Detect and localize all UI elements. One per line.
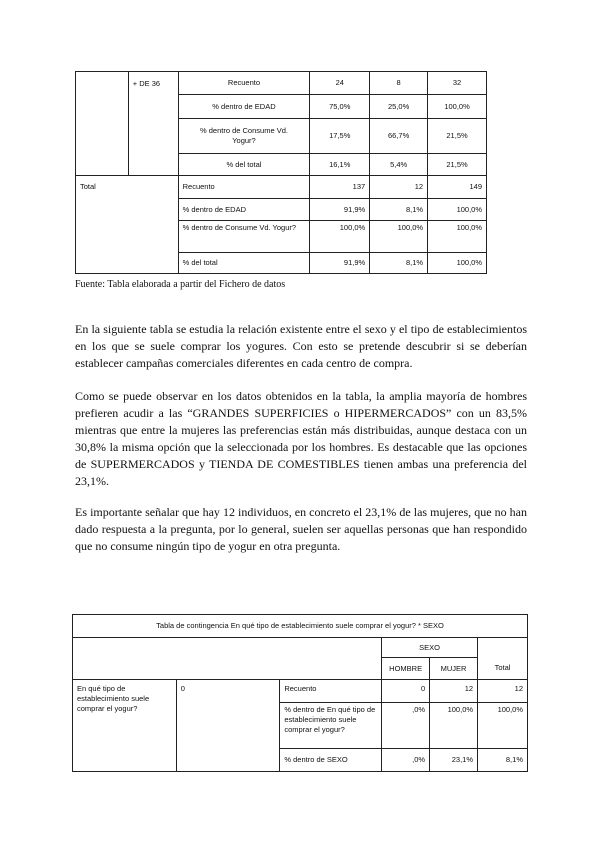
cell-value: 12 [478, 680, 528, 703]
table-header-row [73, 638, 528, 658]
age-group-label: + DE 36 [128, 72, 178, 176]
cell-value: 21,5% [428, 119, 487, 154]
table-row [73, 680, 528, 703]
paragraph-note: Es importante señalar que hay 12 individuos, en concreto el 23,1% de las mujeres, que no han dado respuesta a la pregunta, por lo general, suelen ser aquellas personas que han respondido que no consume ningún tipo de yogur en otra pregunta. [75, 505, 527, 553]
cell-value: 100,0% [428, 199, 487, 221]
cell-value: 25,0% [370, 95, 428, 119]
row-label: Recuento [178, 176, 310, 199]
cell-value: ,0% [382, 703, 430, 749]
row-label: % dentro de SEXO [280, 749, 382, 772]
paragraph-analysis: Como se puede observar en los datos obtenidos en la tabla, la amplia mayoría de hombres prefieren acudir a las “GRANDES SUPERFICIES o HIPERMERCADOS” con un 83,5% mientras que entre la mujeres las preferencias están más distribuidas, aunque destaca con un 30,8% la misma opción que la seleccionada por los hombres. Es destacable que las opciones de SUPERMERCADOS y TIENDA DE COMESTIBLES tienen ambas una preferencia del 23,1%. [75, 389, 527, 488]
cell-value: 8,1% [478, 749, 528, 772]
cell-value: 100,0% [430, 703, 478, 749]
cell-value: 8,1% [370, 253, 428, 274]
paragraph-intro: En la siguiente tabla se estudia la relación existente entre el sexo y el tipo de establecimientos en los que se suele comprar los yogures. Con esto se pretende descubrir si se deberían establecer campañas comerciales diferentes en cada centro de compra. [75, 322, 527, 370]
total-header: Total [478, 638, 528, 680]
cell-value: 23,1% [430, 749, 478, 772]
row-label: % dentro de EDAD [178, 95, 310, 119]
cell-value: 100,0% [428, 221, 487, 253]
table-row [76, 72, 487, 95]
row-label: % dentro de En qué tipo de establecimiento suele comprar el yogur? [280, 703, 382, 749]
cell-value: 21,5% [428, 154, 487, 176]
cell-value: 0 [382, 680, 430, 703]
cell-value: 75,0% [310, 95, 370, 119]
cell-value: 137 [310, 176, 370, 199]
cell-value: 66,7% [370, 119, 428, 154]
cell-value: 100,0% [370, 221, 428, 253]
cell-value: 12 [430, 680, 478, 703]
cell-value: 91,9% [310, 199, 370, 221]
row-value-label: 0 [176, 680, 280, 772]
mujer-header: MUJER [430, 658, 478, 680]
cell-value: 100,0% [310, 221, 370, 253]
table-title-row [73, 615, 528, 638]
sexo-header: SEXO [382, 638, 478, 658]
row-label: % dentro de EDAD [178, 199, 310, 221]
cell-value: 24 [310, 72, 370, 95]
cell-value: 149 [428, 176, 487, 199]
age-contingency-table [75, 71, 487, 274]
cell-value: ,0% [382, 749, 430, 772]
table-row [76, 176, 487, 199]
cell-value: 16,1% [310, 154, 370, 176]
row-label: Recuento [178, 72, 310, 95]
cell-value: 100,0% [428, 253, 487, 274]
row-variable-label: En qué tipo de establecimiento suele comprar el yogur? [73, 680, 177, 772]
row-label: % del total [178, 154, 310, 176]
table-title: Tabla de contingencia En qué tipo de establecimiento suele comprar el yogur? * SEXO [73, 615, 528, 638]
row-label: Recuento [280, 680, 382, 703]
row-label: % del total [178, 253, 310, 274]
row-label: % dentro de Consume Vd. Yogur? [178, 119, 310, 154]
cell-value: 17,5% [310, 119, 370, 154]
cell-value: 100,0% [428, 95, 487, 119]
cell-value: 8 [370, 72, 428, 95]
cell-value: 12 [370, 176, 428, 199]
cell-value: 91,9% [310, 253, 370, 274]
cell-value: 5,4% [370, 154, 428, 176]
age-group-empty-cell [76, 72, 129, 176]
cell-value: 32 [428, 72, 487, 95]
hombre-header: HOMBRE [382, 658, 430, 680]
store-sex-contingency-table [72, 614, 528, 772]
cell-value: 8,1% [370, 199, 428, 221]
cell-value: 100,0% [478, 703, 528, 749]
total-group-label: Total [76, 176, 179, 274]
row-label: % dentro de Consume Vd. Yogur? [178, 221, 310, 253]
header-empty-cell [73, 638, 382, 680]
table-source-caption: Fuente: Tabla elaborada a partir del Fichero de datos [75, 279, 286, 290]
